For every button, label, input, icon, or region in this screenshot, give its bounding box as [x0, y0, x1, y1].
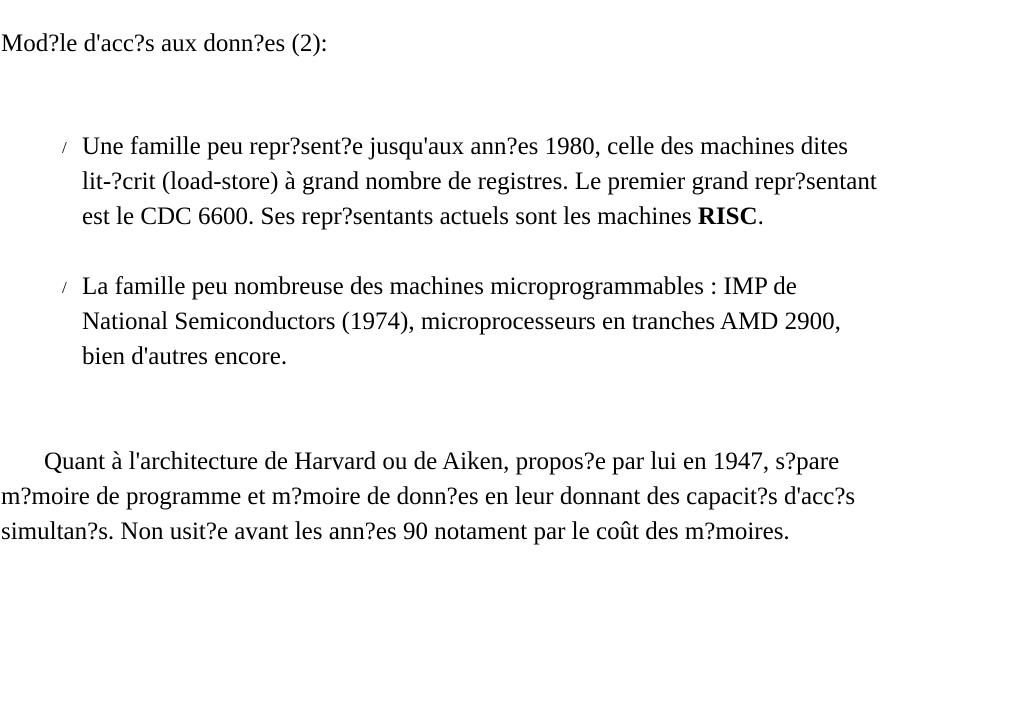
bullet-list	[0, 129, 1024, 409]
bullet-line: bien d'autres encore.	[82, 343, 288, 370]
paragraph-line: m?moire de programme et m?moire de donn?es en leur donnant des capacit?s d'acc?s	[1, 483, 856, 510]
paragraph-line: simultan?s. Non usit?e avant les ann?es 90 notament par le coût des m?moires.	[1, 518, 790, 545]
bullet-text	[82, 269, 982, 374]
bullet-text	[82, 129, 1017, 234]
bullet-line: Une famille peu repr?sent?e jusqu'aux ann?es 1980, celle des machines dites	[82, 133, 849, 160]
bullet-line: lit-?crit (load-store) à grand nombre de registres. Le premier grand repr?sentant	[82, 168, 877, 195]
bullet-marker: /	[62, 138, 67, 157]
bullet-line: National Semiconductors (1974), microprocesseurs en tranches AMD 2900,	[82, 308, 841, 335]
bullet-marker: /	[62, 278, 67, 297]
bullet-line-punctuation: .	[757, 203, 764, 230]
bullet-line	[82, 199, 1017, 234]
bullet-line-text: est le CDC 6600. Ses repr?sentants actuels sont les machines	[82, 203, 698, 230]
harvard-paragraph	[1, 444, 1021, 549]
paragraph-line: Quant à l'architecture de Harvard ou de Aiken, propos?e par lui en 1947, s?pare	[44, 448, 840, 475]
bullet-line: La famille peu nombreuse des machines microprogrammables : IMP de	[82, 273, 797, 300]
bullet-item-load-store	[0, 129, 1024, 234]
bullet-item-microprogrammable	[0, 269, 1024, 374]
page-heading: Mod?le d'acc?s aux donn?es (2):	[1, 30, 328, 57]
risc-emphasis: RISC	[697, 203, 758, 230]
